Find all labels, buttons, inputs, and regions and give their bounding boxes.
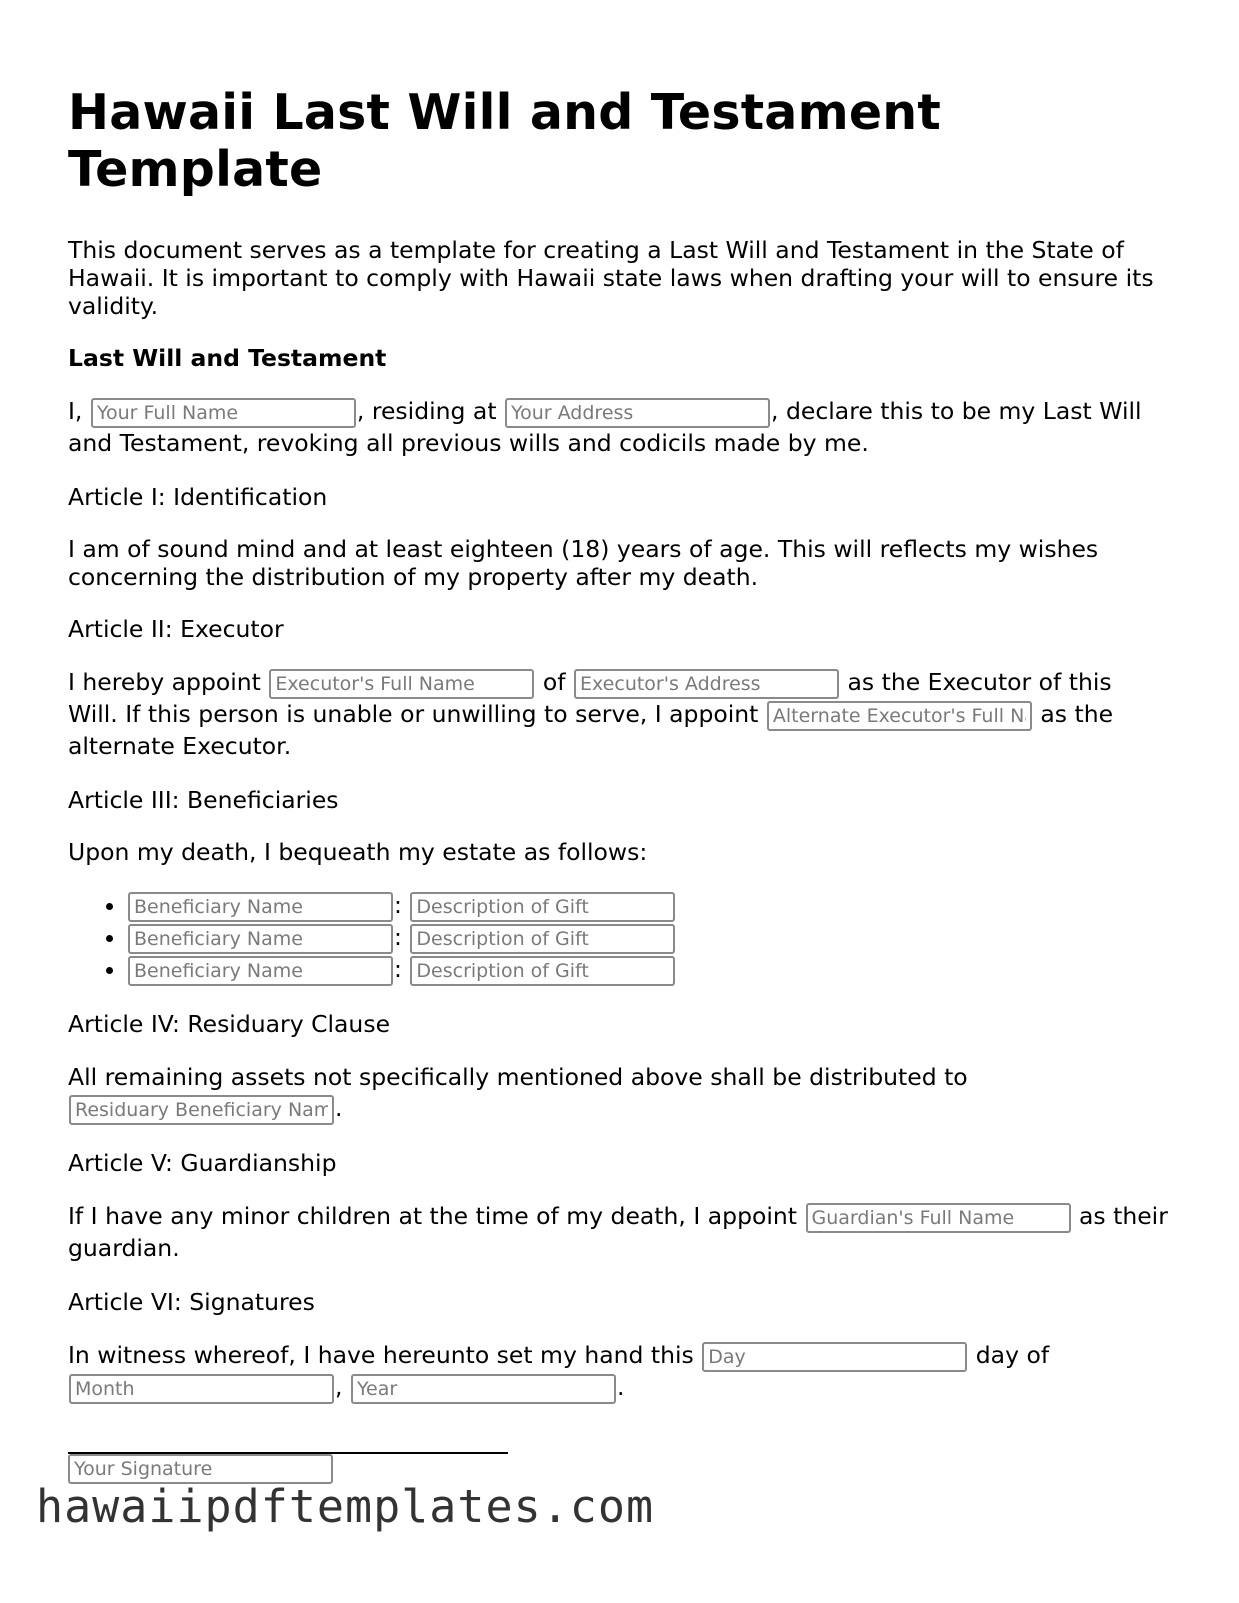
- executor-address-input[interactable]: [574, 669, 839, 699]
- executor-name-input[interactable]: [269, 669, 534, 699]
- article-6-text-4: .: [616, 1373, 625, 1401]
- beneficiary-name-input[interactable]: [128, 892, 393, 922]
- article-2-text-2: of: [542, 668, 566, 696]
- article-4-paragraph: [68, 1062, 1168, 1125]
- article-5-paragraph: [68, 1201, 1168, 1264]
- article-1-heading: Article I: Identification: [68, 483, 328, 511]
- article-6-text-2: day of: [975, 1341, 1050, 1369]
- article-2-text-3: as the Executor of this Will. If this person is unable or unwilling to serve, I appoint: [68, 668, 1112, 728]
- address-input[interactable]: [505, 398, 770, 428]
- list-item: [127, 954, 1168, 986]
- article-2-heading: Article II: Executor: [68, 615, 284, 643]
- article-2-paragraph: [68, 667, 1168, 762]
- gift-description-input[interactable]: [410, 924, 675, 954]
- article-2-text-4: as the alternate Executor.: [68, 700, 1114, 760]
- month-input[interactable]: [69, 1374, 334, 1404]
- document-page: [68, 84, 1168, 1484]
- article-4-text-1: All remaining assets not specifically mentioned above shall be distributed to: [68, 1063, 968, 1091]
- article-5-heading: Article V: Guardianship: [68, 1149, 337, 1177]
- article-3-text: Upon my death, I bequeath my estate as follows:: [68, 838, 648, 866]
- site-watermark: hawaiipdftemplates.com: [36, 1480, 655, 1533]
- beneficiary-name-input[interactable]: [128, 956, 393, 986]
- year-input[interactable]: [351, 1374, 616, 1404]
- intro-paragraph: This document serves as a template for creating a Last Will and Testament in the State of Hawaii. It is important to comply with Hawaii state laws when drafting your will to ensure its validity.: [68, 236, 1154, 320]
- gift-description-input[interactable]: [410, 892, 675, 922]
- page-title: Hawaii Last Will and Testament Template: [68, 84, 941, 198]
- article-6-text-3: ,: [335, 1373, 343, 1401]
- beneficiary-separator: :: [394, 891, 402, 919]
- beneficiary-separator: :: [394, 923, 402, 951]
- article-5-text-1: If I have any minor children at the time of my death, I appoint: [68, 1202, 798, 1230]
- article-3-heading: Article III: Beneficiaries: [68, 786, 339, 814]
- residuary-beneficiary-input[interactable]: [69, 1095, 334, 1125]
- declaration-text-3: , declare this to be my Last Will and Testament, revoking all previous wills and codicils made by me.: [68, 397, 1142, 457]
- guardian-name-input[interactable]: [806, 1203, 1071, 1233]
- article-2-text-1: I hereby appoint: [68, 668, 261, 696]
- declaration-text-2: , residing at: [356, 397, 497, 425]
- beneficiary-list: [68, 890, 1168, 986]
- section-heading: Last Will and Testament: [68, 344, 387, 372]
- article-4-heading: Article IV: Residuary Clause: [68, 1010, 391, 1038]
- article-6-paragraph: [68, 1340, 1168, 1404]
- list-item: [127, 922, 1168, 954]
- beneficiary-name-input[interactable]: [128, 924, 393, 954]
- day-input[interactable]: [702, 1342, 967, 1372]
- article-5-text-2: as their guardian.: [68, 1202, 1168, 1262]
- beneficiary-separator: :: [394, 955, 402, 983]
- article-4-text-2: .: [335, 1094, 343, 1122]
- article-6-heading: Article VI: Signatures: [68, 1288, 315, 1316]
- full-name-input[interactable]: [91, 398, 356, 428]
- declaration-paragraph: [68, 396, 1168, 459]
- article-6-text-1: In witness whereof, I have hereunto set my hand this: [68, 1341, 694, 1369]
- declaration-text-1: I,: [68, 397, 83, 425]
- article-1-text: I am of sound mind and at least eighteen (18) years of age. This will reflects my wishes concerning the distribution of my property after my death.: [68, 535, 1099, 591]
- gift-description-input[interactable]: [410, 956, 675, 986]
- list-item: [127, 890, 1168, 922]
- alternate-executor-input[interactable]: [767, 701, 1032, 731]
